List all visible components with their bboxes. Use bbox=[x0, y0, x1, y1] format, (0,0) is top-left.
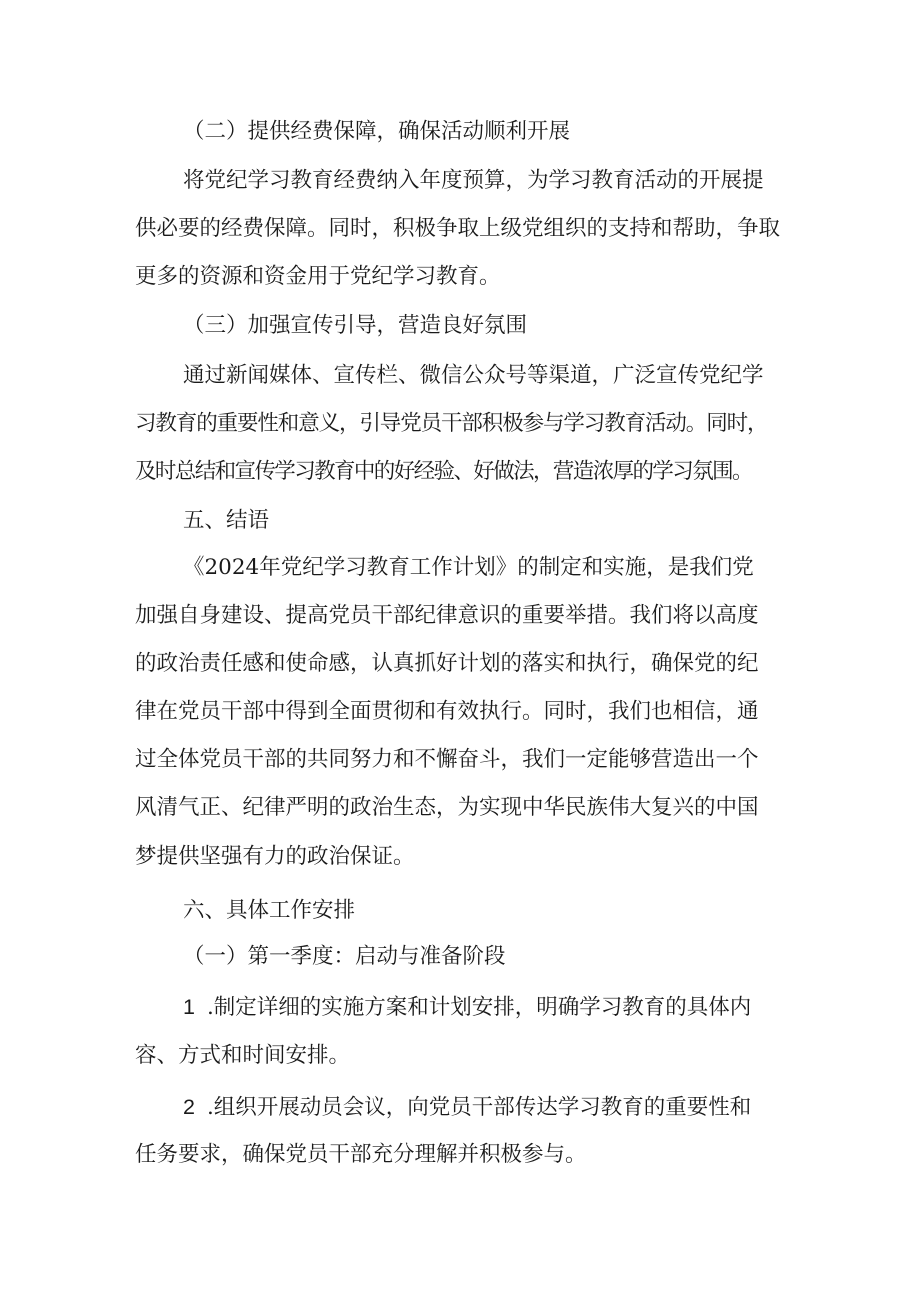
item-2-number: 2 bbox=[183, 1095, 195, 1119]
part-5-para-line: 加强自身建设、提高党员干部纪律意识的重要举措。我们将以高度 bbox=[135, 603, 759, 628]
part-5-para-line: 梦提供坚强有力的政治保证。 bbox=[135, 844, 415, 869]
item-2-text: .组织开展动员会议，向党员干部传达学习教育的重要性和 bbox=[206, 1095, 752, 1120]
q1-heading: （一）第一季度：启动与准备阶段 bbox=[183, 944, 506, 969]
part-5-para-line: 过全体党员干部的共同努力和不懈奋斗，我们一定能够营造出一个 bbox=[135, 747, 759, 772]
section-2-para-line: 供必要的经费保障。同时，积极争取上级党组织的支持和帮助，争取 bbox=[135, 216, 781, 241]
section-3-para-line: 通过新闻媒体、宣传栏、微信公众号等渠道，广泛宣传党纪学 bbox=[183, 363, 764, 388]
section-3-para-line: 及时总结和宣传学习教育中的好经验、好做法，营造浓厚的学习氛围。 bbox=[135, 459, 752, 484]
section-2-para-line: 将党纪学习教育经费纳入年度预算，为学习教育活动的开展提 bbox=[183, 168, 764, 193]
item-1-line: 容、方式和时间安排。 bbox=[135, 1043, 351, 1068]
part-6-heading: 六、具体工作安排 bbox=[183, 898, 356, 923]
section-2-para-line: 更多的资源和资金用于党纪学习教育。 bbox=[135, 264, 501, 289]
item-2-line bbox=[183, 1092, 751, 1123]
part-5-para-line: 《2024年党纪学习教育工作计划》的制定和实施，是我们党 bbox=[183, 555, 754, 580]
item-2-line: 任务要求，确保党员干部充分理解并积极参与。 bbox=[135, 1142, 587, 1167]
section-2-heading: （二）提供经费保障，确保活动顺利开展 bbox=[183, 119, 571, 144]
part-5-heading: 五、结语 bbox=[183, 508, 270, 533]
part-5-para-line: 的政治责任感和使命感，认真抓好计划的落实和执行，确保党的纪 bbox=[135, 651, 759, 676]
part-5-para-line: 律在党员干部中得到全面贯彻和有效执行。同时，我们也相信，通 bbox=[135, 699, 759, 724]
section-3-heading: （三）加强宣传引导，营造良好氛围 bbox=[183, 313, 528, 338]
section-3-para-line: 习教育的重要性和意义，引导党员干部积极参与学习教育活动。同时， bbox=[135, 411, 768, 436]
item-1-line bbox=[183, 992, 751, 1023]
item-1-number: 1 bbox=[183, 995, 195, 1019]
item-1-text: .制定详细的实施方案和计划安排，明确学习教育的具体内 bbox=[206, 995, 752, 1020]
part-5-para-line: 风清气正、纪律严明的政治生态，为实现中华民族伟大复兴的中国 bbox=[135, 795, 759, 820]
